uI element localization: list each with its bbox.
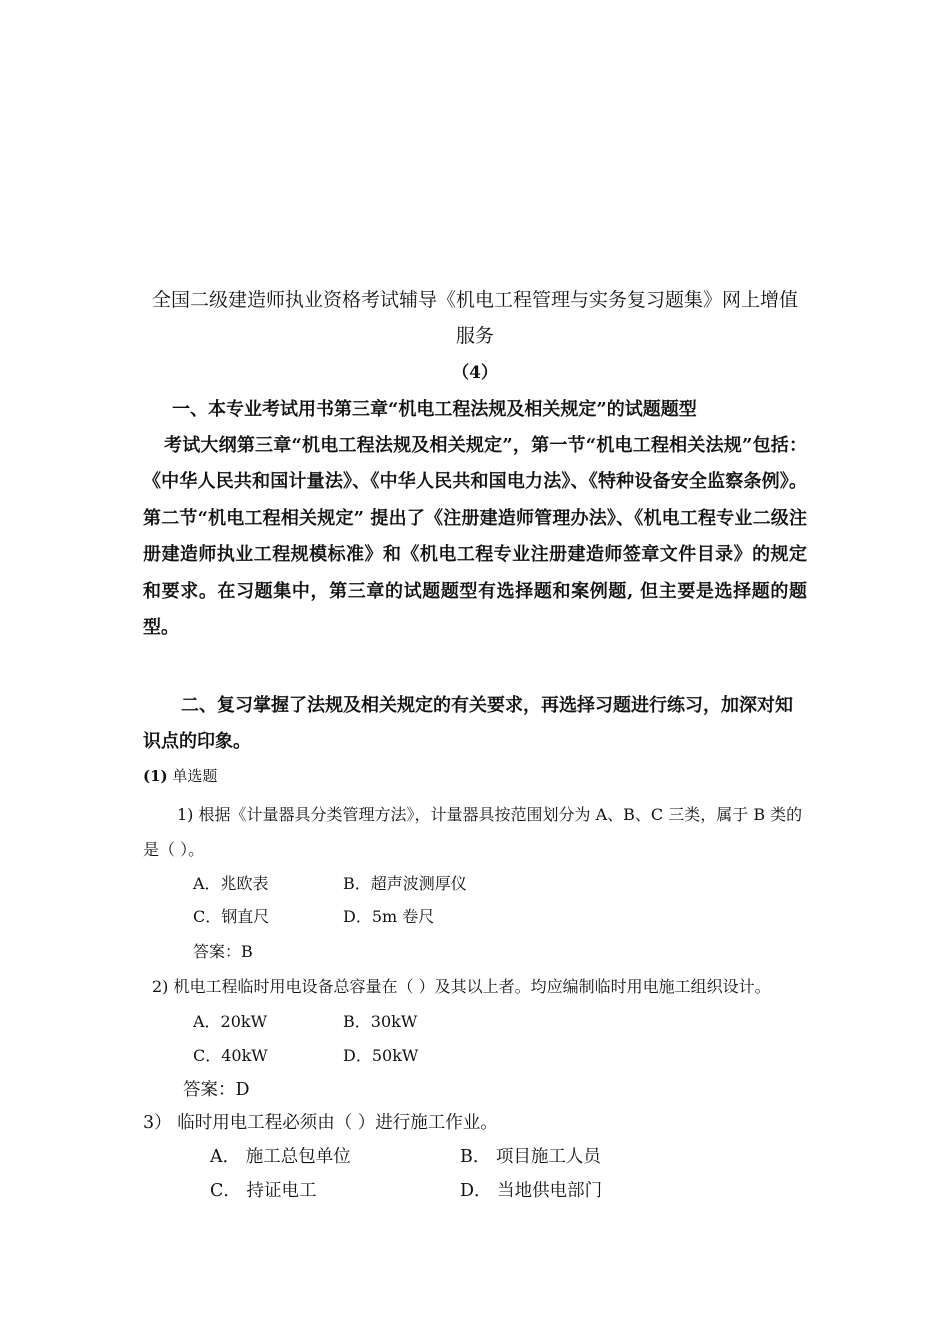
question-2-answer: 答案：D <box>183 1080 250 1100</box>
subheading <box>143 764 217 788</box>
question-2-option-c: C．40kW <box>193 1046 268 1065</box>
question-1-option-c: C．钢直尺 <box>193 907 270 926</box>
question-1-option-b: B．超声波测厚仪 <box>343 874 467 893</box>
question-1-stem: 1) 根据《计量器具分类管理方法》，计量器具按范围划分为 A、B、C 三类，属于 B 类的是（ ）。 <box>143 805 803 859</box>
section2-heading: 二、复习掌握了法规及相关规定的有关要求，再选择习题进行练习，加深对知识点的印象。 <box>143 695 793 752</box>
question-1-option-d: D．5m 卷尺 <box>343 907 435 926</box>
subheading-text: 单选题 <box>172 767 218 785</box>
question-2-stem: 2) 机电工程临时用电设备总容量在（ ）及其以上者。均应编制临时用电施工组织设计。 <box>152 977 771 996</box>
question-2-option-b: B．30kW <box>343 1012 418 1031</box>
subheading-number: (1) <box>143 767 168 785</box>
question-1-option-a: A．兆欧表 <box>193 874 269 893</box>
question-3-option-b: B． 项目施工人员 <box>460 1147 601 1167</box>
question-2-option-d: D．50kW <box>343 1046 419 1065</box>
question-1-answer: 答案：B <box>193 942 253 961</box>
question-3-option-d: D． 当地供电部门 <box>460 1181 603 1201</box>
question-2-option-a: A．20kW <box>193 1012 268 1031</box>
question-3-option-c: C． 持证电工 <box>210 1181 317 1201</box>
question-3-option-a: A． 施工总包单位 <box>210 1147 351 1167</box>
question-3-stem: 3） 临时用电工程必须由（ ）进行施工作业。 <box>143 1113 498 1133</box>
document-title-line1: 全国二级建造师执业资格考试辅导《机电工程管理与实务复习题集》网上增值 <box>151 289 798 311</box>
document-number: （4） <box>452 363 498 383</box>
document-title-line2: 服务 <box>455 325 494 347</box>
section1-body: 考试大纲第三章“机电工程法规及相关规定”，第一节“机电工程相关法规”包括：《中华人民共和国计量法》、《中华人民共和国电力法》、《特种设备安全监察条例》。第二节“机电工程相关规定” 提出了《注册建造师管理办法》、《机电工程专业二级注册建造师执业工程规模标准》和《机电工程专业注册建造师签章文件目录》的规定和要求。在习题集中，第三章的试题题型有选择题和案例题, 但主要是选择题的题型。 <box>143 435 807 639</box>
section1-heading: 一、本专业考试用书第三章“机电工程法规及相关规定”的试题题型 <box>172 399 697 420</box>
